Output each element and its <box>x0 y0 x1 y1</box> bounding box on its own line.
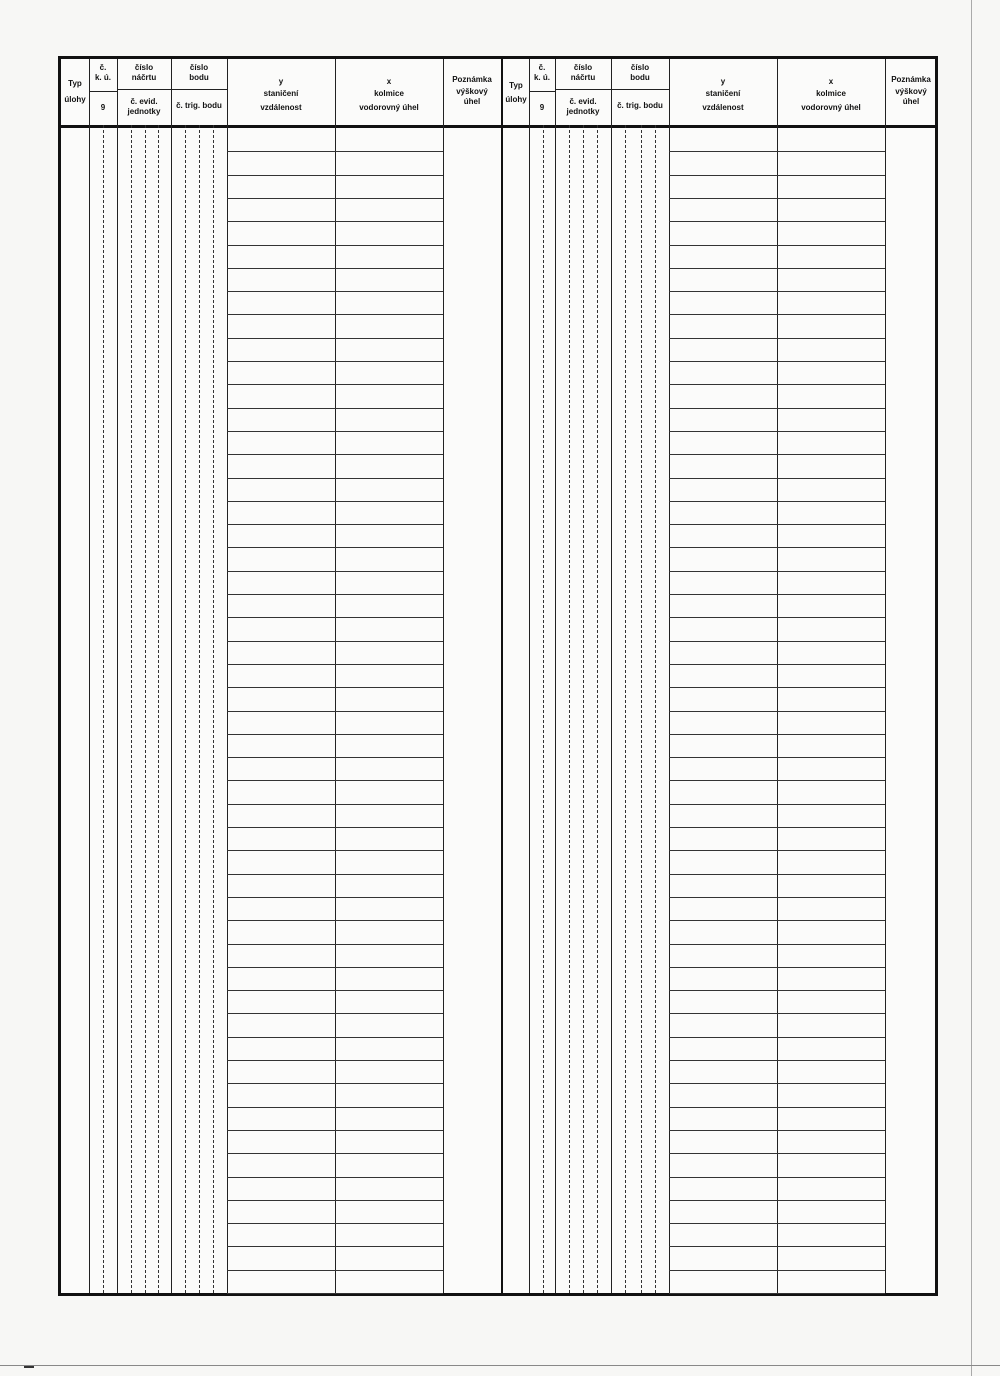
row-rule <box>227 547 443 548</box>
row-rule <box>227 1153 443 1154</box>
row-rule <box>669 874 885 875</box>
cislo-nacrtu-label-2: náčrtu <box>131 73 157 82</box>
row-rule <box>669 897 885 898</box>
row-rule <box>227 944 443 945</box>
cevid-label-2: jednotky <box>566 107 600 116</box>
row-rule <box>669 151 885 152</box>
row-rule <box>669 431 885 432</box>
row-rule <box>669 175 885 176</box>
row-rule <box>227 1013 443 1014</box>
row-rule <box>669 641 885 642</box>
bodu-divider <box>611 89 669 90</box>
row-rule <box>227 664 443 665</box>
cislo-nacrtu-label-2: náčrtu <box>570 73 596 82</box>
row-rule <box>669 1037 885 1038</box>
digit-dash <box>145 125 146 1293</box>
row-rule <box>669 1223 885 1224</box>
row-rule <box>227 1293 443 1294</box>
cku-divider <box>529 91 555 92</box>
row-rule <box>669 524 885 525</box>
row-rule <box>227 827 443 828</box>
digit-dash <box>103 125 104 1293</box>
row-rule <box>227 1223 443 1224</box>
row-rule <box>227 431 443 432</box>
row-rule <box>669 338 885 339</box>
row-rule <box>227 361 443 362</box>
uhel-label: úhel <box>463 97 481 106</box>
cku-bottom-label: k. ú. <box>533 73 550 82</box>
y-stanicení-label: staničení <box>705 89 741 98</box>
digit-dash <box>543 125 544 1293</box>
row-rule <box>669 221 885 222</box>
row-rule <box>227 1200 443 1201</box>
nacrtu-divider <box>555 89 611 90</box>
row-rule <box>227 804 443 805</box>
row-rule <box>669 920 885 921</box>
row-rule <box>227 338 443 339</box>
row-rule <box>227 245 443 246</box>
row-rule <box>227 734 443 735</box>
poznamka-label: Poznámka <box>452 75 492 84</box>
form-half-left <box>61 59 501 1293</box>
row-rule <box>227 897 443 898</box>
cislo-bodu-label-2: bodu <box>189 73 209 82</box>
x-label: x <box>386 77 392 86</box>
row-rule <box>227 757 443 758</box>
col-line <box>529 59 530 1293</box>
row-rule <box>227 151 443 152</box>
cevid-label-1: č. evid. <box>130 97 158 106</box>
row-rule <box>669 617 885 618</box>
form-half-right <box>501 59 937 1293</box>
row-rule <box>227 175 443 176</box>
row-rule <box>669 990 885 991</box>
x-vodorovny-uhel-label: vodorovný úhel <box>359 103 419 112</box>
corner-mark <box>24 1366 34 1368</box>
cku-bottom-label: k. ú. <box>94 73 111 82</box>
row-rule <box>669 314 885 315</box>
row-rule <box>669 827 885 828</box>
row-rule <box>669 1060 885 1061</box>
typ-label: Typ <box>68 79 82 88</box>
row-rule <box>227 780 443 781</box>
row-rule <box>227 501 443 502</box>
row-rule <box>227 384 443 385</box>
row-rule <box>227 641 443 642</box>
row-rule <box>669 804 885 805</box>
row-rule <box>669 1130 885 1131</box>
bodu-divider <box>171 89 227 90</box>
digit-dash <box>641 125 642 1293</box>
y-stanicení-label: staničení <box>263 89 299 98</box>
cislo-nacrtu-label-1: číslo <box>134 63 154 72</box>
row-rule <box>669 780 885 781</box>
cislo-bodu-label-2: bodu <box>630 73 650 82</box>
row-rule <box>227 314 443 315</box>
row-rule <box>669 571 885 572</box>
row-rule <box>669 734 885 735</box>
row-rule <box>227 408 443 409</box>
row-rule <box>669 1200 885 1201</box>
row-rule <box>227 524 443 525</box>
col-line <box>117 59 118 1293</box>
x-kolmice-label: kolmice <box>816 89 846 98</box>
page-bottom-line <box>0 1365 1000 1366</box>
row-rule <box>227 920 443 921</box>
row-rule <box>669 967 885 968</box>
row-rule <box>669 594 885 595</box>
row-rule <box>669 268 885 269</box>
y-label: y <box>720 77 726 86</box>
cku-top-label: č. <box>538 63 546 72</box>
row-rule <box>669 384 885 385</box>
row-rule <box>227 711 443 712</box>
digit-dash <box>158 125 159 1293</box>
row-rule <box>669 1013 885 1014</box>
row-rule <box>669 1107 885 1108</box>
cku-divider <box>89 91 117 92</box>
cislo-bodu-label-1: číslo <box>189 63 209 72</box>
row-rule <box>227 1037 443 1038</box>
row-rule <box>669 547 885 548</box>
y-label: y <box>278 77 284 86</box>
row-rule <box>669 478 885 479</box>
row-rule <box>227 571 443 572</box>
row-rule <box>669 501 885 502</box>
row-rule <box>669 408 885 409</box>
row-rule <box>227 687 443 688</box>
row-rule <box>669 291 885 292</box>
ctrig-label: č. trig. bodu <box>176 101 222 110</box>
vyskovy-label: výškový <box>895 87 927 96</box>
row-rule <box>669 944 885 945</box>
survey-form-sheet <box>58 56 938 1296</box>
header-right <box>503 59 937 128</box>
digit-dash <box>213 125 214 1293</box>
row-rule <box>669 361 885 362</box>
nacrtu-divider <box>117 89 171 90</box>
digit-dash <box>185 125 186 1293</box>
row-rule <box>669 687 885 688</box>
digit-dash <box>655 125 656 1293</box>
cislo-nacrtu-label-1: číslo <box>573 63 593 72</box>
cevid-label-1: č. evid. <box>569 97 597 106</box>
vyskovy-label: výškový <box>456 87 488 96</box>
poznamka-label: Poznámka <box>891 75 931 84</box>
row-rule <box>227 874 443 875</box>
col-line <box>611 59 612 1293</box>
row-rule <box>227 454 443 455</box>
ulohy-label: úlohy <box>505 95 527 104</box>
digit-dash <box>569 125 570 1293</box>
col-line <box>885 59 886 1293</box>
row-rule <box>669 1177 885 1178</box>
row-rule <box>227 268 443 269</box>
cku-digit-label: 9 <box>100 103 106 112</box>
col-line <box>555 59 556 1293</box>
cku-top-label: č. <box>99 63 107 72</box>
row-rule <box>227 967 443 968</box>
row-rule <box>669 1153 885 1154</box>
row-rule <box>227 1246 443 1247</box>
ctrig-label: č. trig. bodu <box>617 101 663 110</box>
row-rule <box>669 198 885 199</box>
row-rule <box>227 1177 443 1178</box>
row-rule <box>227 198 443 199</box>
col-line <box>171 59 172 1293</box>
row-rule <box>227 1107 443 1108</box>
cku-digit-label: 9 <box>539 103 545 112</box>
row-rule <box>227 1060 443 1061</box>
y-vzdalenost-label: vzdálenost <box>260 103 302 112</box>
row-rule <box>227 990 443 991</box>
row-rule <box>669 664 885 665</box>
digit-dash <box>199 125 200 1293</box>
cislo-bodu-label-1: číslo <box>630 63 650 72</box>
x-label: x <box>828 77 834 86</box>
ulohy-label: úlohy <box>64 95 86 104</box>
row-rule <box>227 1130 443 1131</box>
row-rule <box>227 850 443 851</box>
row-rule <box>669 850 885 851</box>
cevid-label-2: jednotky <box>127 107 161 116</box>
digit-dash <box>131 125 132 1293</box>
row-rule <box>669 1246 885 1247</box>
x-vodorovny-uhel-label: vodorovný úhel <box>801 103 861 112</box>
uhel-label: úhel <box>902 97 920 106</box>
col-line <box>89 59 90 1293</box>
row-rule <box>227 617 443 618</box>
row-rule <box>669 454 885 455</box>
row-rule <box>669 711 885 712</box>
y-vzdalenost-label: vzdálenost <box>702 103 744 112</box>
digit-dash <box>625 125 626 1293</box>
digit-dash <box>583 125 584 1293</box>
row-rule <box>669 1270 885 1271</box>
row-rule <box>227 291 443 292</box>
row-rule <box>669 1293 885 1294</box>
header-left <box>61 59 501 128</box>
row-rule <box>227 1083 443 1084</box>
row-rule <box>669 245 885 246</box>
row-rule <box>227 594 443 595</box>
row-rule <box>669 1083 885 1084</box>
col-line <box>443 59 444 1293</box>
row-rule <box>227 221 443 222</box>
row-rule <box>227 1270 443 1271</box>
typ-label: Typ <box>509 81 523 90</box>
page-edge-line <box>971 0 972 1376</box>
row-rule <box>227 478 443 479</box>
row-rule <box>669 757 885 758</box>
x-kolmice-label: kolmice <box>374 89 404 98</box>
digit-dash <box>597 125 598 1293</box>
